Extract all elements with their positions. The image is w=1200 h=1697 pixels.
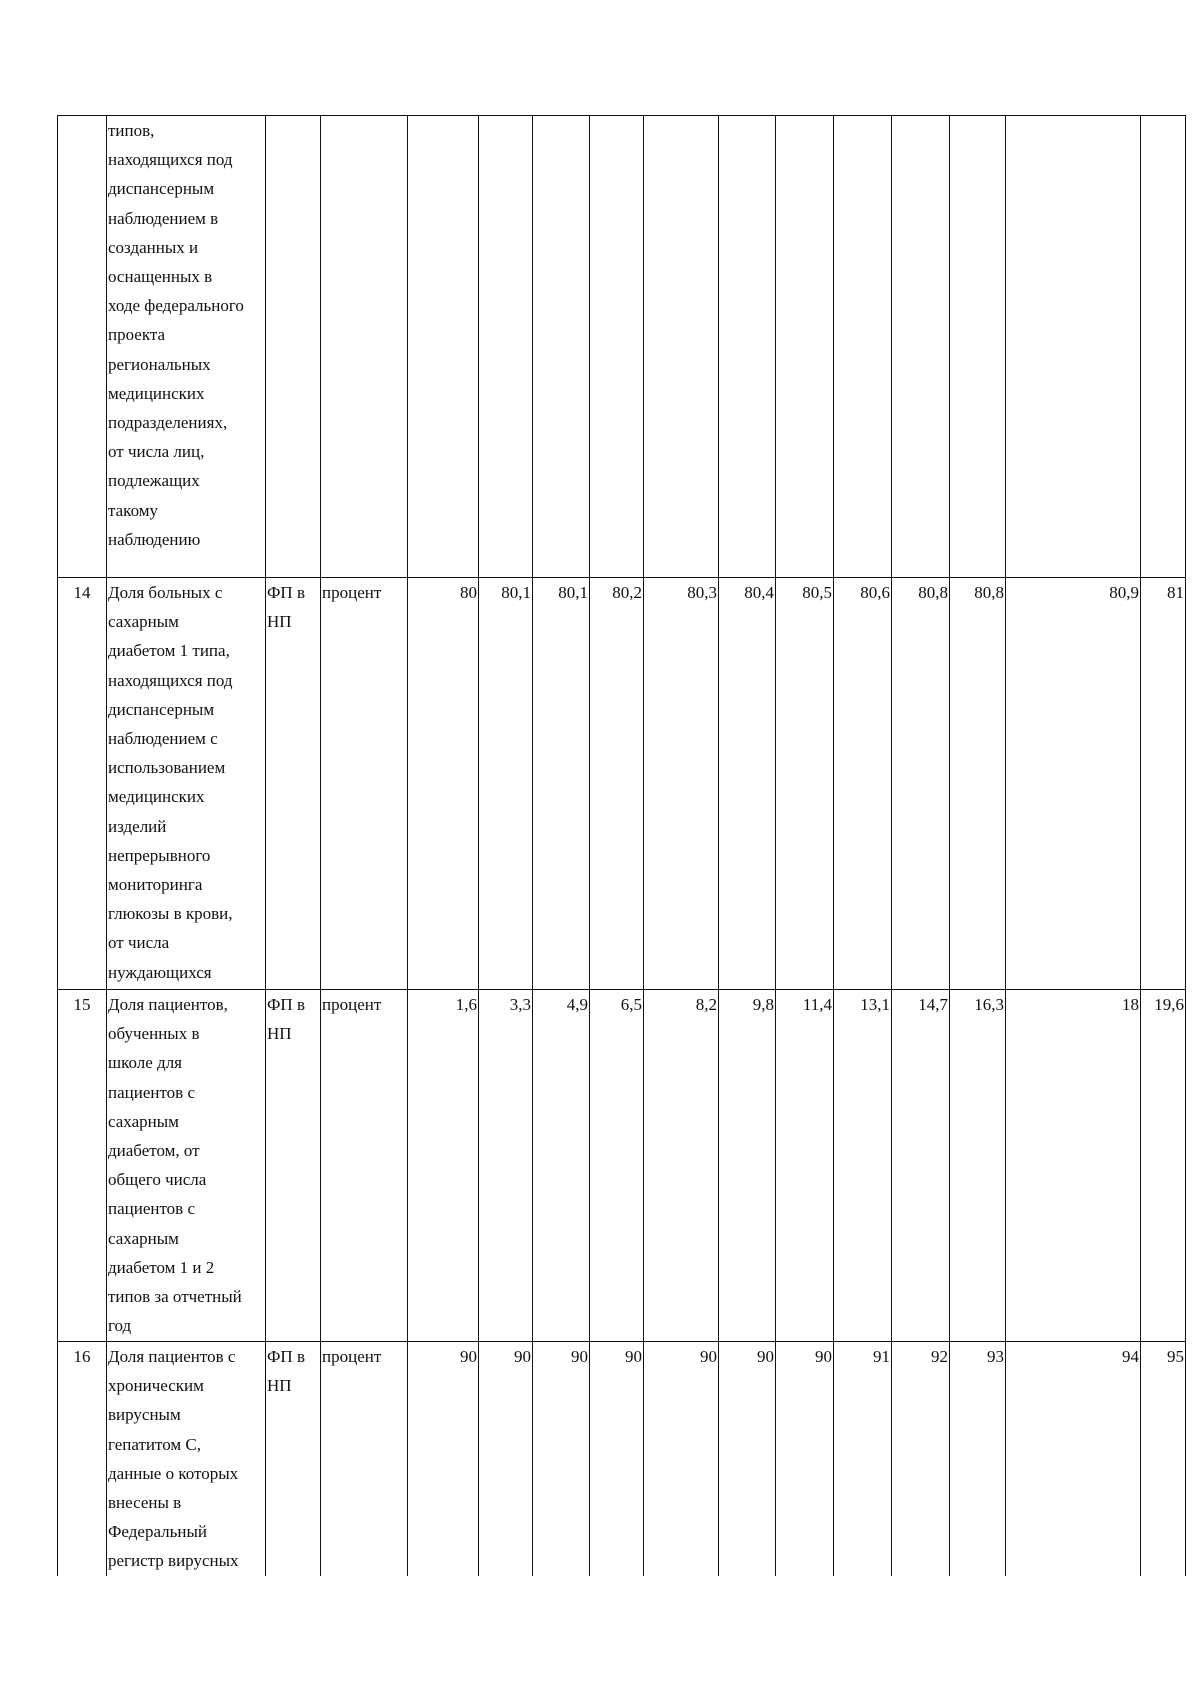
indicator-name-cell: Доля пациентов с хроническим вирусным гепатитом С, данные о которых внесены в Федеральный регистр вирусных	[107, 1342, 266, 1576]
table-body	[58, 116, 1186, 1576]
source-cell	[266, 116, 321, 578]
value-cell: 80	[408, 578, 479, 990]
row-index-cell: 16	[58, 1342, 107, 1576]
source-cell: ФП в НП	[266, 578, 321, 990]
value-cell: 90	[776, 1342, 834, 1576]
value-cell: 90	[408, 1342, 479, 1576]
row-index-cell: 15	[58, 990, 107, 1342]
value-cell	[1006, 116, 1141, 578]
table-row	[58, 578, 1186, 990]
value-cell: 16,3	[950, 990, 1006, 1342]
value-cell: 11,4	[776, 990, 834, 1342]
value-cell: 19,6	[1141, 990, 1186, 1342]
value-cell	[644, 116, 719, 578]
value-cell: 18	[1006, 990, 1141, 1342]
value-cell: 90	[719, 1342, 776, 1576]
value-cell: 93	[950, 1342, 1006, 1576]
value-cell	[892, 116, 950, 578]
indicator-name-cell: Доля пациентов, обученных в школе для пациентов с сахарным диабетом, от общего числа пациентов с сахарным диабетом 1 и 2 типов за отчетный год	[107, 990, 266, 1342]
value-cell: 94	[1006, 1342, 1141, 1576]
row-index-cell	[58, 116, 107, 578]
value-cell: 80,8	[950, 578, 1006, 990]
value-cell: 4,9	[533, 990, 590, 1342]
table-row	[58, 116, 1186, 578]
value-cell	[1141, 116, 1186, 578]
table-row	[58, 990, 1186, 1342]
value-cell: 80,1	[479, 578, 533, 990]
value-cell: 8,2	[644, 990, 719, 1342]
value-cell: 80,9	[1006, 578, 1141, 990]
unit-cell: процент	[321, 1342, 408, 1576]
value-cell: 80,6	[834, 578, 892, 990]
unit-cell: процент	[321, 578, 408, 990]
indicator-name-cell: типов, находящихся под диспансерным наблюдением в созданных и оснащенных в ходе федерального проекта региональных медицинских подразделениях, от числа лиц, подлежащих такому наблюдению	[107, 116, 266, 578]
value-cell: 6,5	[590, 990, 644, 1342]
value-cell: 13,1	[834, 990, 892, 1342]
value-cell: 80,5	[776, 578, 834, 990]
value-cell: 91	[834, 1342, 892, 1576]
value-cell: 90	[590, 1342, 644, 1576]
value-cell: 1,6	[408, 990, 479, 1342]
indicators-table	[57, 115, 1186, 1576]
value-cell: 3,3	[479, 990, 533, 1342]
value-cell: 95	[1141, 1342, 1186, 1576]
source-cell: ФП в НП	[266, 1342, 321, 1576]
value-cell	[776, 116, 834, 578]
value-cell	[479, 116, 533, 578]
value-cell: 90	[479, 1342, 533, 1576]
value-cell: 90	[533, 1342, 590, 1576]
value-cell: 80,3	[644, 578, 719, 990]
row-index-cell: 14	[58, 578, 107, 990]
source-cell: ФП в НП	[266, 990, 321, 1342]
unit-cell	[321, 116, 408, 578]
value-cell	[719, 116, 776, 578]
value-cell: 90	[644, 1342, 719, 1576]
indicator-name-cell: Доля больных с сахарным диабетом 1 типа, находящихся под диспансерным наблюдением с использованием медицинских изделий непрерывного мониторинга глюкозы в крови, от числа нуждающихся	[107, 578, 266, 990]
value-cell	[590, 116, 644, 578]
value-cell: 80,1	[533, 578, 590, 990]
value-cell: 14,7	[892, 990, 950, 1342]
value-cell	[533, 116, 590, 578]
value-cell: 80,8	[892, 578, 950, 990]
value-cell: 80,4	[719, 578, 776, 990]
value-cell: 81	[1141, 578, 1186, 990]
value-cell: 80,2	[590, 578, 644, 990]
value-cell: 92	[892, 1342, 950, 1576]
value-cell: 9,8	[719, 990, 776, 1342]
value-cell	[408, 116, 479, 578]
value-cell	[950, 116, 1006, 578]
unit-cell: процент	[321, 990, 408, 1342]
value-cell	[834, 116, 892, 578]
table-row	[58, 1342, 1186, 1576]
